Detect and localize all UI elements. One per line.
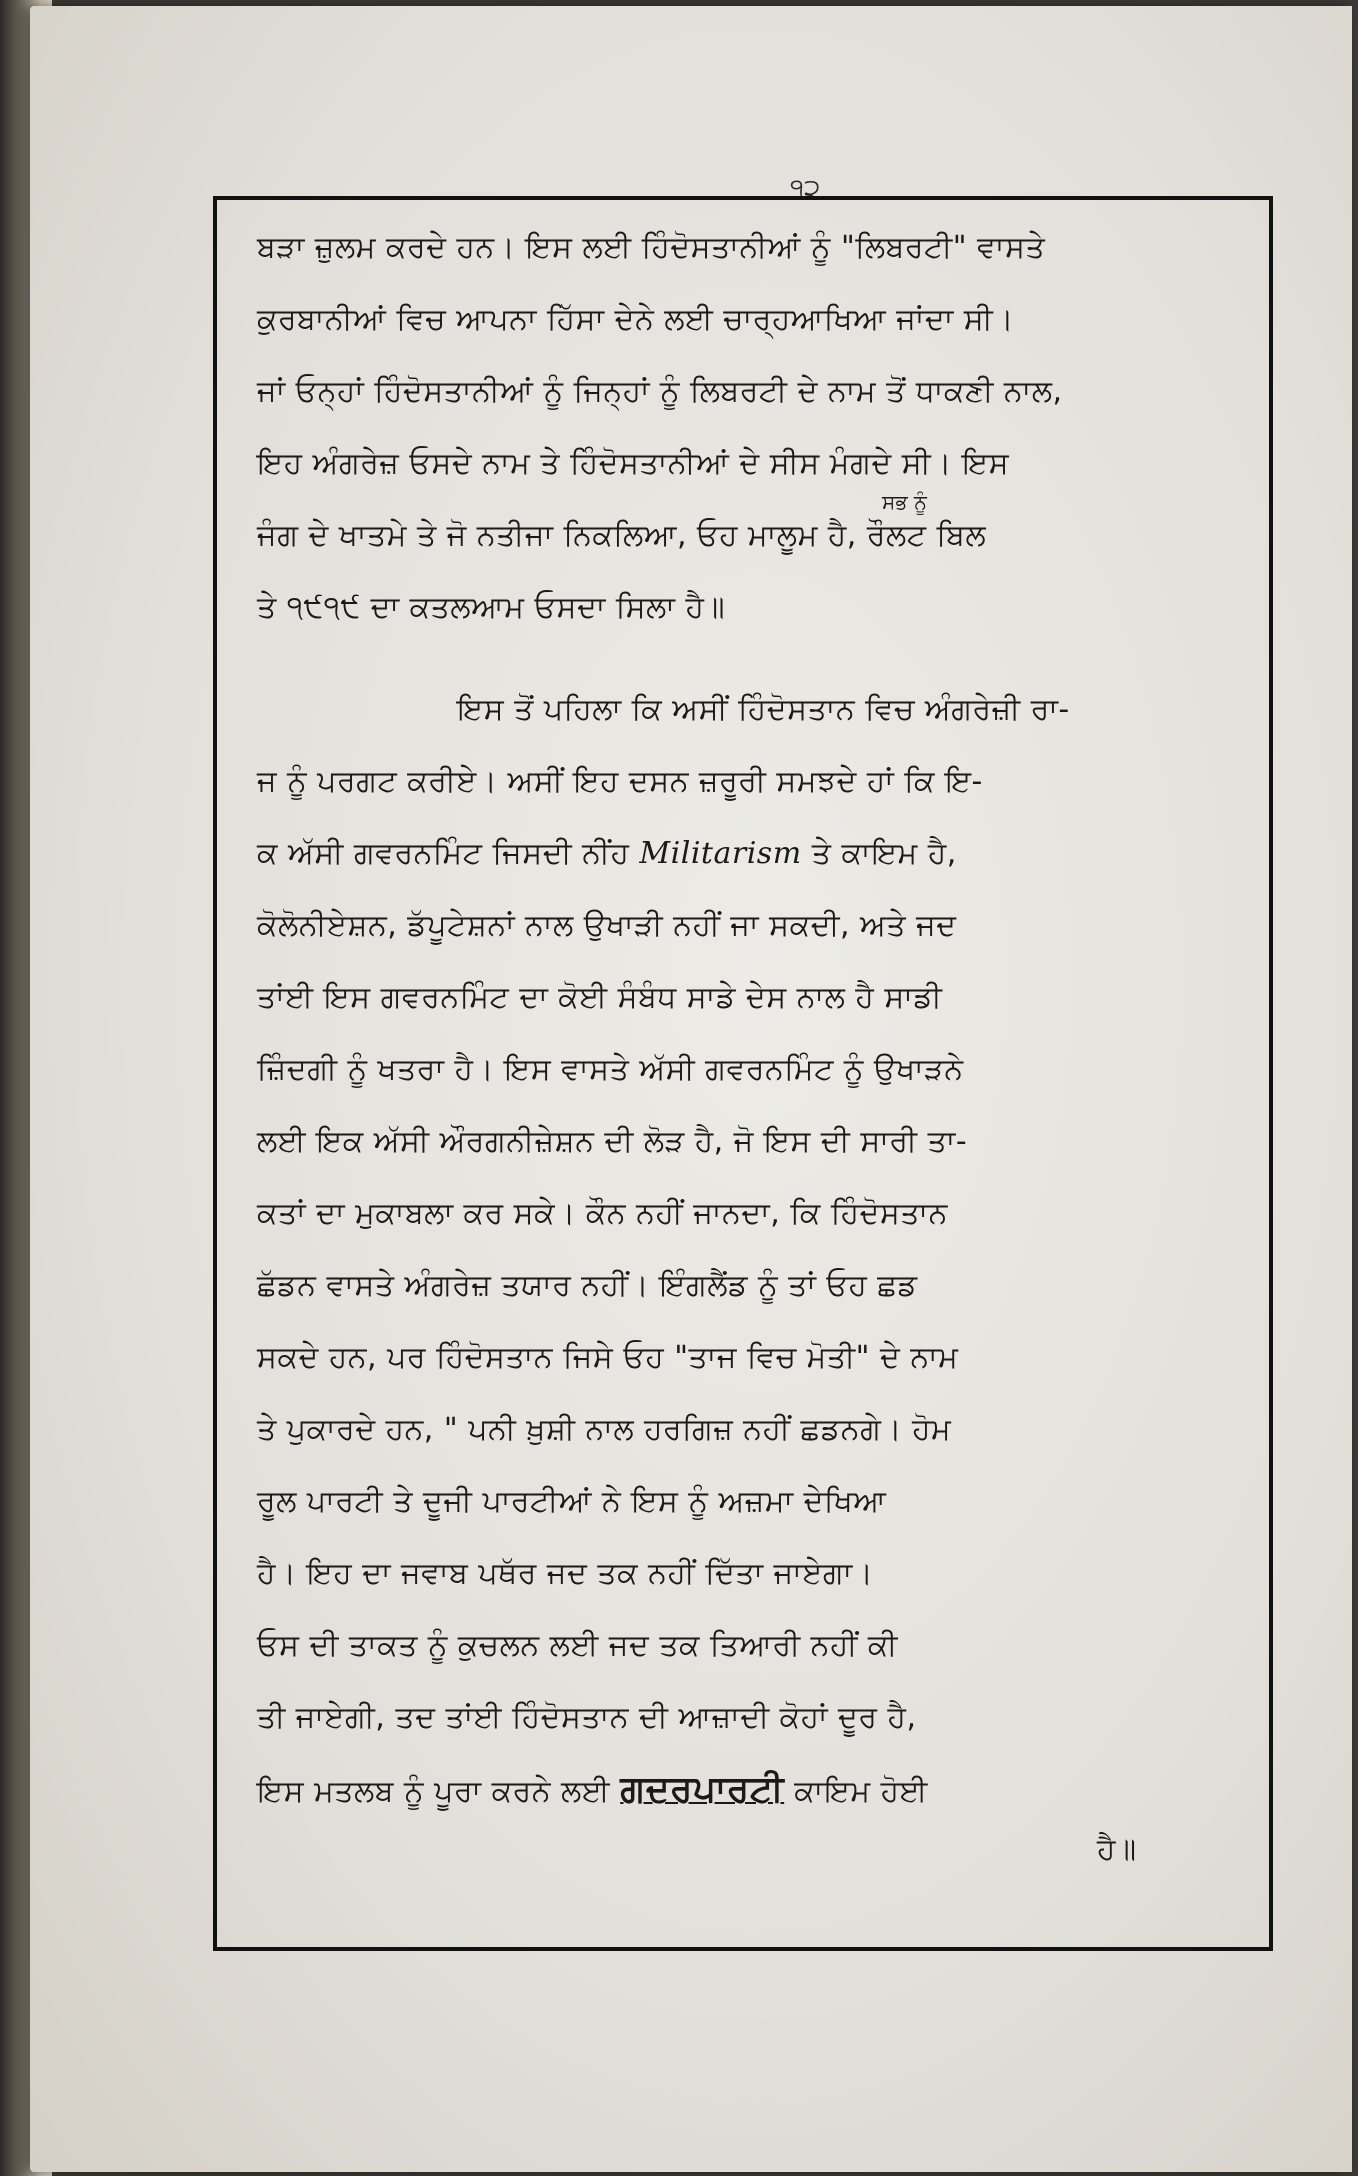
text-line-9-start: ਕ ਅੱਸੀ ਗਵਰਨਮਿੰਟ ਜਿਸਦੀ ਨੀਂਹ	[257, 836, 630, 871]
text-line-20: ਓਸ ਦੀ ਤਾਕਤ ਨੂੰ ਕੁਚਲਨ ਲਈ ਜਦ ਤਕ ਤਿਆਰੀ ਨਹੀਂ ਕੀ	[257, 1628, 898, 1663]
text-line-3: ਜਾਂ ਓਨ੍ਹਾਂ ਹਿੰਦੋਸਤਾਨੀਆਂ ਨੂੰ ਜਿਨ੍ਹਾਂ ਨੂੰ ਲਿਬਰਟੀ ਦੇ ਨਾਮ ਤੋਂ ਧਾਕਣੀ ਨਾਲ,	[257, 374, 1063, 409]
text-line-22-end: ਕਾਇਮ ਹੋਈ	[794, 1774, 928, 1809]
text-body	[217, 200, 1269, 1947]
text-line-5: ਜੰਗ ਦੇ ਖਾਤਮੇ ਤੇ ਜੋ ਨਤੀਜਾ ਨਿਕਲਿਆ, ਓਹ ਮਾਲੂਮ ਹੈ, ਰੌਲਟ ਬਿਲ	[257, 518, 987, 553]
militarism-word: Militarism	[639, 836, 802, 871]
paragraph-2-line-1: ਇਸ ਤੋਂ ਪਹਿਲਾ ਕਿ ਅਸੀਂ ਹਿੰਦੋਸਤਾਨ ਵਿਚ ਅੰਗਰੇਜ਼ੀ ਰਾ-	[457, 692, 1070, 727]
text-line-6: ਤੇ ੧੯੧੯ ਦਾ ਕਤਲਆਮ ਓਸਦਾ ਸਿਲਾ ਹੈ॥	[257, 590, 726, 625]
text-frame	[213, 196, 1273, 1951]
text-line-16: ਸਕਦੇ ਹਨ, ਪਰ ਹਿੰਦੋਸਤਾਨ ਜਿਸੇ ਓਹ "ਤਾਜ ਵਿਚ ਮੋਤੀ" ਦੇ ਨਾਮ	[257, 1340, 959, 1375]
page-number: ੧੨	[790, 174, 821, 204]
text-line-2: ਕੁਰਬਾਨੀਆਂ ਵਿਚ ਆਪਨਾ ਹਿੱਸਾ ਦੇਨੇ ਲਈ ਚਾਰ੍ਹਆਖਿਆ ਜਾਂਦਾ ਸੀ।	[257, 302, 1015, 337]
text-line-14: ਕਤਾਂ ਦਾ ਮੁਕਾਬਲਾ ਕਰ ਸਕੇ। ਕੌਨ ਨਹੀਂ ਜਾਨਦਾ, ਕਿ ਹਿੰਦੋਸਤਾਨ	[257, 1196, 948, 1231]
text-line-10: ਕੋਲੋਨੀਏਸ਼ਨ, ਡੱਪੂਟੇਸ਼ਨਾਂ ਨਾਲ ਉਖਾੜੀ ਨਹੀਂ ਜਾ ਸਕਦੀ, ਅਤੇ ਜਦ	[257, 908, 957, 943]
text-line-1: ਬੜਾ ਜ਼ੁਲਮ ਕਰਦੇ ਹਨ। ਇਸ ਲਈ ਹਿੰਦੋਸਤਾਨੀਆਂ ਨੂੰ "ਲਿਬਰਟੀ" ਵਾਸਤੇ	[257, 230, 1046, 265]
text-line-11: ਤਾਂਈ ਇਸ ਗਵਰਨਮਿੰਟ ਦਾ ਕੋਈ ਸੰਬੰਧ ਸਾਡੇ ਦੇਸ ਨਾਲ ਹੈ ਸਾਡੀ	[257, 980, 943, 1015]
text-line-15: ਛੱਡਨ ਵਾਸਤੇ ਅੰਗਰੇਜ਼ ਤਯਾਰ ਨਹੀਂ। ਇੰਗਲੈਂਡ ਨੂੰ ਤਾਂ ਓਹ ਛਡ	[257, 1268, 918, 1303]
text-line-9-end: ਤੇ ਕਾਇਮ ਹੈ,	[811, 836, 957, 871]
text-line-21: ਤੀ ਜਾਏਗੀ, ਤਦ ਤਾਂਈ ਹਿੰਦੋਸਤਾਨ ਦੀ ਆਜ਼ਾਦੀ ਕੋਹਾਂ ਦੂਰ ਹੈ,	[257, 1700, 917, 1735]
text-line-17: ਤੇ ਪੁਕਾਰਦੇ ਹਨ, " ਪਨੀ ਖ਼ੁਸ਼ੀ ਨਾਲ ਹਰਗਿਜ਼ ਨਹੀਂ ਛਡਨਗੇ। ਹੋਮ	[257, 1412, 952, 1447]
text-line-12: ਜ਼ਿੰਦਗੀ ਨੂੰ ਖਤਰਾ ਹੈ। ਇਸ ਵਾਸਤੇ ਅੱਸੀ ਗਵਰਨਮਿੰਟ ਨੂੰ ਉਖਾੜਨੇ	[257, 1052, 964, 1087]
book-page	[30, 6, 1352, 2172]
text-line-22	[257, 1770, 928, 1812]
text-line-18: ਰੂਲ ਪਾਰਟੀ ਤੇ ਦੂਜੀ ਪਾਰਟੀਆਂ ਨੇ ਇਸ ਨੂੰ ਅਜ਼ਮਾ ਦੇਖਿਆ	[257, 1484, 887, 1519]
text-line-9	[257, 834, 957, 874]
text-line-19: ਹੈ। ਇਹ ਦਾ ਜਵਾਬ ਪਥੱਰ ਜਦ ਤਕ ਨਹੀਂ ਦਿੱਤਾ ਜਾਏਗਾ।	[257, 1556, 874, 1591]
text-line-13: ਲਈ ਇਕ ਅੱਸੀ ਔਰਗਨੀਜ਼ੇਸ਼ਨ ਦੀ ਲੋੜ ਹੈ, ਜੋ ਇਸ ਦੀ ਸਾਰੀ ਤਾ-	[257, 1124, 968, 1159]
text-line-8: ਜ ਨੂੰ ਪਰਗਟ ਕਰੀਏ। ਅਸੀਂ ਇਹ ਦਸਨ ਜ਼ਰੂਰੀ ਸਮਝਦੇ ਹਾਂ ਕਿ ਇ-	[257, 764, 983, 799]
ghadar-party-underlined: ਗਦਰਪਾਰਟੀ	[620, 1769, 785, 1810]
closing-mark: ਹੈ॥	[1097, 1832, 1137, 1867]
text-line-22-start: ਇਸ ਮਤਲਬ ਨੂੰ ਪੂਰਾ ਕਰਨੇ ਲਈ	[257, 1774, 611, 1809]
text-line-4: ਇਹ ਅੰਗਰੇਜ਼ ਓਸਦੇ ਨਾਮ ਤੇ ਹਿੰਦੋਸਤਾਨੀਆਂ ਦੇ ਸੀਸ ਮੰਗਦੇ ਸੀ। ਇਸ	[257, 446, 1010, 481]
interline-insertion: ਸਭ ਨੂੰ	[882, 490, 927, 514]
